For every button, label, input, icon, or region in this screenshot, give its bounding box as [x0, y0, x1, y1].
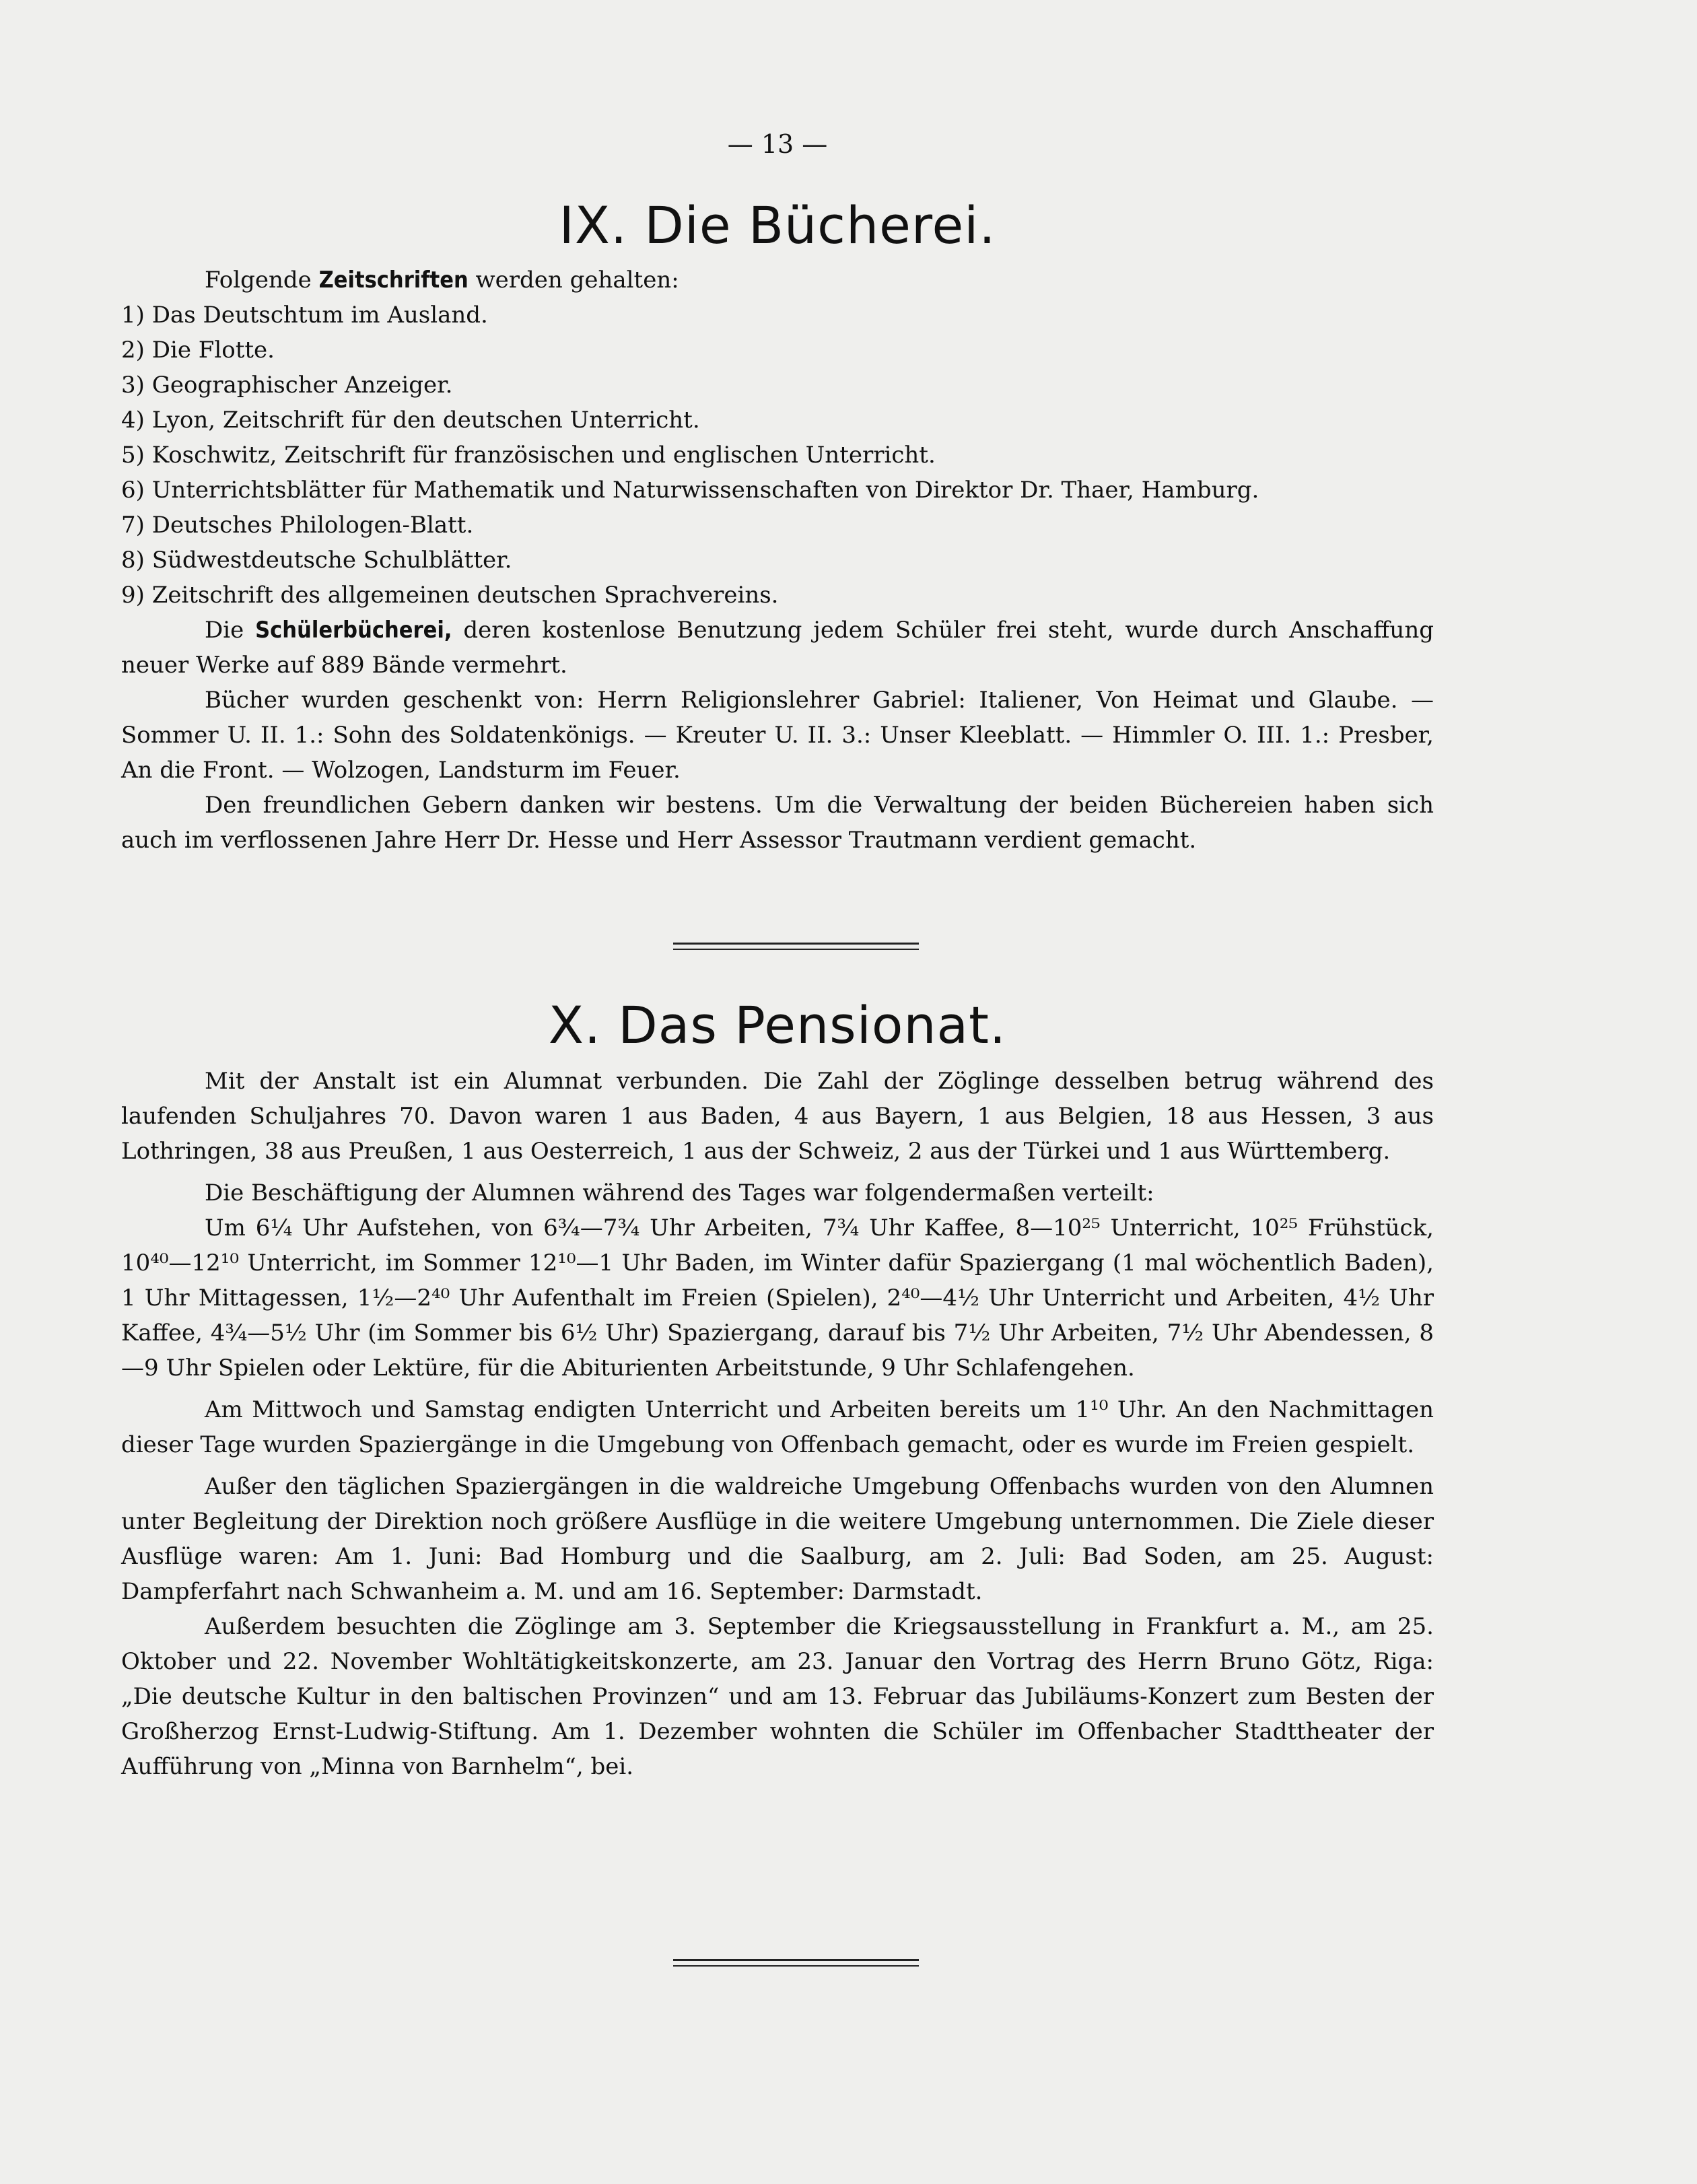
section-9-heading: IX. Die Bücherei.	[559, 195, 996, 255]
list-item: 9) Zeitschrift des allgemeinen deutschen Sprachvereins.	[121, 582, 779, 609]
list-item: 3) Geographischer Anzeiger.	[121, 372, 453, 399]
list-item: 5) Koschwitz, Zeitschrift für französischen und englischen Unterricht.	[121, 442, 936, 469]
list-item: 2) Die Flotte.	[121, 337, 275, 364]
section-9-body	[121, 263, 1434, 858]
events-paragraph: Außerdem besuchten die Zöglinge am 3. September die Kriegsausstellung in Frankfurt a. M., am 25. Oktober und 22. November Wohltätigkeitskonzerte, am 23. Januar den Vortrag des Herrn Bruno Götz, Riga: „Die deutsche Kultur in den baltischen Provinzen“ und am 13. Februar das Jubiläums-Konzert zum Besten der Großherzog Ernst-Ludwig-Stiftung. Am 1. Dezember wohnten die Schüler im Offenbacher Stadttheater der Aufführung von „Minna von Barnhelm“, bei.	[121, 1613, 1434, 1780]
daily-schedule-paragraph: Um 6¼ Uhr Aufstehen, von 6¾—7¾ Uhr Arbeiten, 7¾ Uhr Kaffee, 8—10²⁵ Unterricht, 10²⁵ Frühstück, 10⁴⁰—12¹⁰ Unterricht, im Sommer 12¹⁰—1 Uhr Baden, im Winter dafür Spaziergang (1 mal wöchentlich Baden), 1 Uhr Mittagessen, 1½—2⁴⁰ Uhr Aufenthalt im Freien (Spielen), 2⁴⁰—4½ Uhr Unterricht und Arbeiten, 4½ Uhr Kaffee, 4¾—5½ Uhr (im Sommer bis 6½ Uhr) Spaziergang, darauf bis 7½ Uhr Arbeiten, 7½ Uhr Abendessen, 8—9 Uhr Spielen oder Lektüre, für die Abiturienten Arbeitstunde, 9 Uhr Schlafengehen.	[121, 1215, 1434, 1381]
list-item: 8) Südwestdeutsche Schulblätter.	[121, 547, 512, 574]
page-number: — 13 —	[727, 129, 828, 159]
donations-paragraph: Bücher wurden geschenkt von: Herrn Religionslehrer Gabriel: Italiener, Von Heimat und Glaube. — Sommer U. II. 1.: Sohn des Soldatenkönigs. — Kreuter U. II. 3.: Unser Kleeblatt. — Himmler O. III. 1.: Presber, An die Front. — Wolzogen, Landsturm im Feuer.	[121, 687, 1434, 784]
schuelerbuecherei-paragraph: Die Schülerbücherei, deren kostenlose Benutzung jedem Schüler frei steht, wurde durch Anschaffung neuer Werke auf 889 Bände vermehrt.	[121, 617, 1434, 679]
end-divider	[673, 1959, 919, 1967]
zeitschriften-intro: Folgende Zeitschriften werden gehalten:	[205, 267, 679, 294]
section-divider	[673, 943, 919, 950]
section-10-heading: X. Das Pensionat.	[548, 995, 1007, 1055]
list-item: 4) Lyon, Zeitschrift für den deutschen Unterricht.	[121, 407, 700, 434]
schedule-intro-paragraph: Die Beschäftigung der Alumnen während des Tages war folgendermaßen verteilt:	[205, 1180, 1154, 1206]
alumnat-paragraph: Mit der Anstalt ist ein Alumnat verbunden. Die Zahl der Zöglinge desselben betrug während des laufenden Schuljahres 70. Davon waren 1 aus Baden, 4 aus Bayern, 1 aus Belgien, 18 aus Hessen, 3 aus Lothringen, 38 aus Preußen, 1 aus Oesterreich, 1 aus der Schweiz, 2 aus der Türkei und 1 aus Württemberg.	[121, 1068, 1434, 1165]
periodicals-list	[121, 298, 1434, 613]
list-item: 6) Unterrichtsblätter für Mathematik und Naturwissenschaften von Direktor Dr. Thaer, Hamburg.	[121, 477, 1259, 504]
wednesday-saturday-paragraph: Am Mittwoch und Samstag endigten Unterricht und Arbeiten bereits um 1¹⁰ Uhr. An den Nachmittagen dieser Tage wurden Spaziergänge in die Umgebung von Offenbach gemacht, oder es wurde im Freien gespielt.	[121, 1396, 1434, 1458]
excursions-paragraph: Außer den täglichen Spaziergängen in die waldreiche Umgebung Offenbachs wurden von den Alumnen unter Begleitung der Direktion noch größere Ausflüge in die weitere Umgebung unternommen. Die Ziele dieser Ausflüge waren: Am 1. Juni: Bad Homburg und die Saalburg, am 2. Juli: Bad Soden, am 25. August: Dampferfahrt nach Schwanheim a. M. und am 16. September: Darmstadt.	[121, 1473, 1434, 1605]
section-10-body	[121, 1064, 1434, 1784]
list-item: 1) Das Deutschtum im Ausland.	[121, 302, 488, 329]
thanks-paragraph: Den freundlichen Gebern danken wir bestens. Um die Verwaltung der beiden Büchereien haben sich auch im verflossenen Jahre Herr Dr. Hesse und Herr Assessor Trautmann verdient gemacht.	[121, 792, 1434, 854]
list-item: 7) Deutsches Philologen-Blatt.	[121, 512, 474, 539]
